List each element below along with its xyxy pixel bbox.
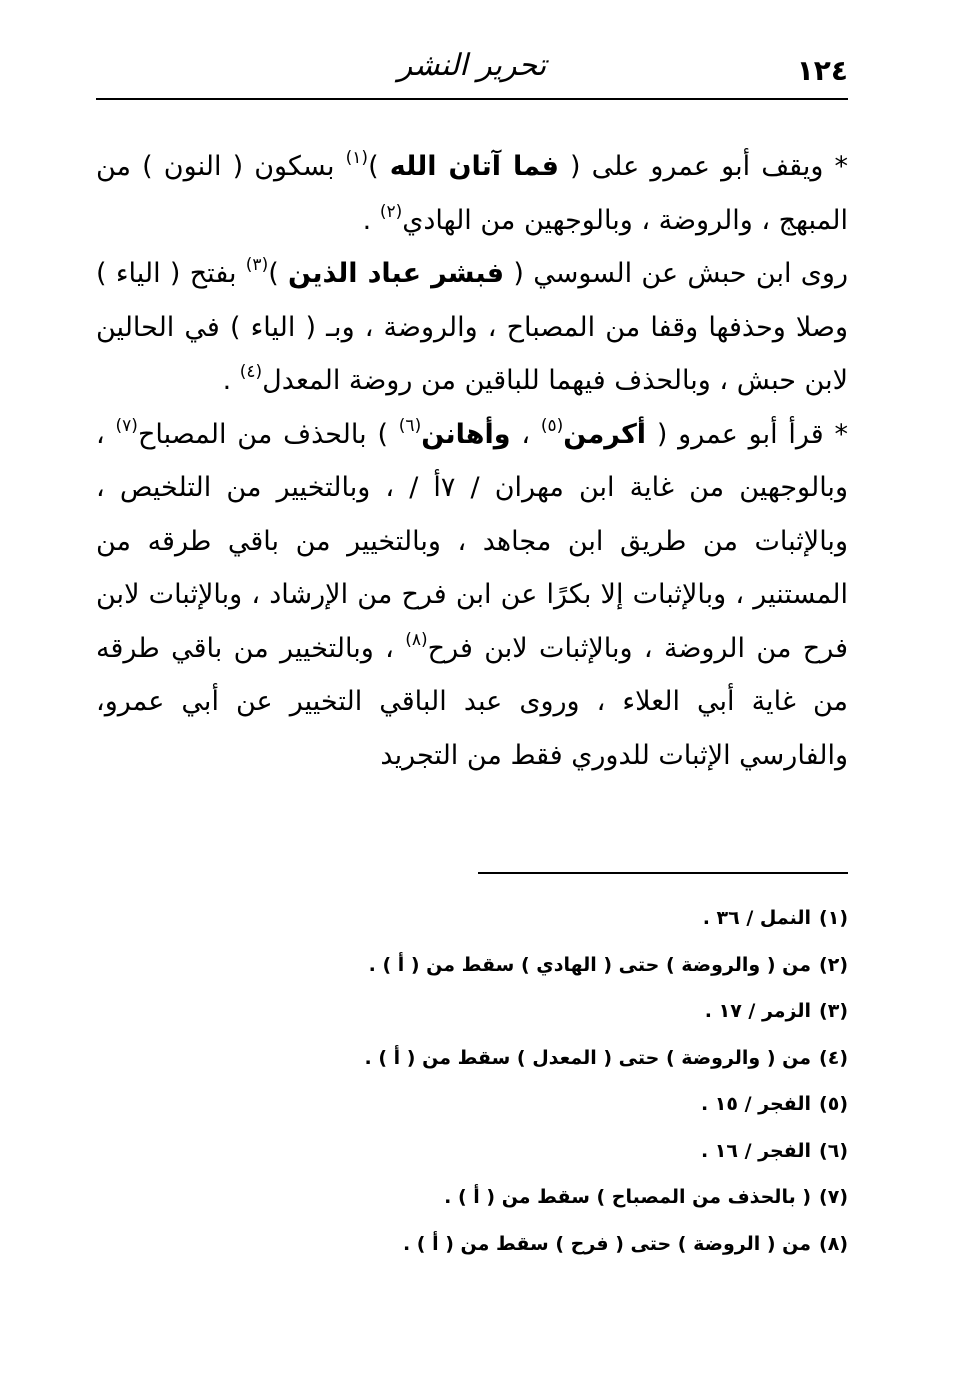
text-segment: . <box>222 365 240 396</box>
footnote-item <box>128 1128 848 1175</box>
paragraph <box>96 247 848 408</box>
text-segment: * قرأ أبو عمرو ( <box>646 418 848 450</box>
footnote-number: (٨) <box>819 1232 848 1255</box>
paragraph <box>96 408 848 783</box>
footnote-text: من ( الروضة ) حتى ( فرح ) سقط من ( أ ) . <box>402 1232 812 1255</box>
text-segment: بسكون ( النون ) من المبهج ، والروضة ، وبالوجهين من الهادي <box>96 151 848 236</box>
footnote-text: الفجر / ١٦ . <box>700 1139 812 1162</box>
footnote-ref: (٨) <box>405 629 428 650</box>
footnote-ref: (٤) <box>239 362 263 382</box>
footnote-item <box>128 988 848 1035</box>
footnotes-list <box>128 895 848 1267</box>
footnote-item <box>128 1221 848 1268</box>
footnote-number: (٦) <box>819 1139 848 1162</box>
footnote-number: (٤) <box>819 1046 848 1069</box>
running-title: تحرير النشر <box>397 48 547 83</box>
footnote-number: (٥) <box>819 1093 848 1115</box>
quran-quote: وأهانن <box>421 418 511 450</box>
footnote-text: الفجر / ١٥ . <box>700 1093 812 1115</box>
text-segment: ) <box>368 151 390 182</box>
page-number: ١٢٤ <box>796 54 848 87</box>
header-rule <box>96 98 848 100</box>
footnote-ref: (٥) <box>540 415 564 436</box>
footnote-number: (١) <box>819 907 848 929</box>
footnote-text: الزمر / ١٧ . <box>704 1000 812 1022</box>
footnote-ref: (٣) <box>245 255 269 275</box>
footnote-text: من ( والروضة ) حتى ( الهادي ) سقط من ( أ ) . <box>368 953 812 976</box>
footnote-number: (٧) <box>819 1186 848 1208</box>
quran-quote: أكرمن <box>563 418 647 450</box>
quran-quote: فما آتان الله <box>389 151 559 182</box>
quran-quote: فبشر عباد الذين <box>288 258 505 289</box>
footnote-text: النمل / ٣٦ . <box>702 907 812 929</box>
footnote-item <box>128 942 848 989</box>
text-segment: ، وبالوجهين من غاية ابن مهران / ٧أ / ، وبالتخيير من التلخيص ، وبالإثبات من طريق ابن مجاهد ، وبالتخيير من باقي طرقه من المستنير ، وبالإثبات إلا بكرًا عن ابن فرح من الإرشاد ، وبالإثبات لابن فرح من الروضة ، وبالإثبات لابن فرح <box>96 418 848 664</box>
text-segment: ) بالحذف من المصباح <box>137 418 399 450</box>
footnote-item <box>128 1035 848 1082</box>
text-segment: ، وبالتخيير من باقي طرقه من غاية أبي العلاء ، وروى عبد الباقي التخيير عن أبي عمرو، والفارسي الإثبات للدوري فقط من التجريد <box>96 632 848 771</box>
footnote-ref: (٧) <box>115 415 138 436</box>
footnote-ref: (١) <box>345 148 369 168</box>
page-header <box>96 48 848 100</box>
text-segment: . <box>362 204 380 236</box>
footnote-number: (٢) <box>819 953 848 976</box>
footnote-item <box>128 895 848 942</box>
text-segment: * ويقف أبو عمرو على ( <box>558 151 848 182</box>
footnote-item <box>128 1174 848 1221</box>
footnote-ref: (٢) <box>379 201 403 222</box>
footnote-text: من ( والروضة ) حتى ( المعدل ) سقط من ( أ ) . <box>364 1046 812 1069</box>
text-segment: ) <box>268 258 289 289</box>
footnote-ref: (٦) <box>398 415 422 436</box>
text-segment: ، <box>510 418 541 450</box>
text-segment: بفتح ( الياء ) وصلا وحذفها وقفا من المصباح ، والروضة ، وبـ ( الياء ) في الحالين لابن حبش ، وبالحذف فيهما للباقين من روضة المعدل <box>96 258 848 396</box>
footnote-item <box>128 1081 848 1128</box>
main-text <box>96 140 848 782</box>
footnote-separator <box>478 872 848 874</box>
footnote-text: ( بالحذف من المصباح ) سقط من ( أ ) . <box>444 1186 812 1208</box>
paragraph <box>96 140 848 247</box>
text-segment: روى ابن حبش عن السوسي ( <box>504 258 848 289</box>
footnote-number: (٣) <box>819 1000 848 1022</box>
